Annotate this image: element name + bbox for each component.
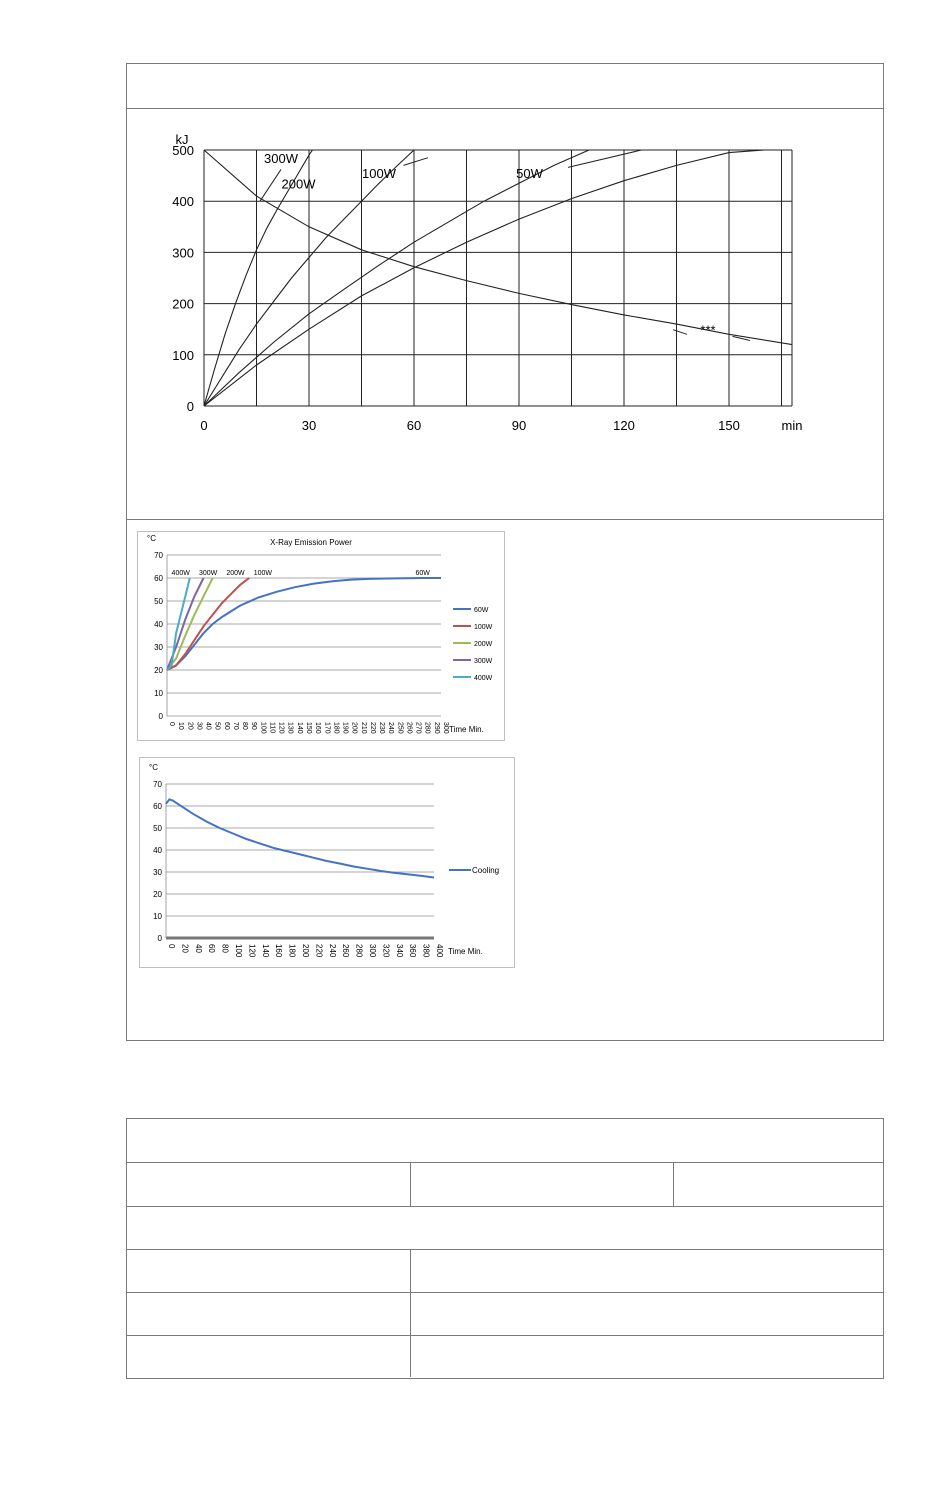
curve-label: ***: [700, 322, 716, 338]
x-tick-label: 200: [301, 944, 310, 958]
x-tick-label: 220: [314, 944, 324, 958]
x-tick-label: 180: [287, 944, 297, 958]
y-tick-label: 0: [186, 399, 194, 414]
series-line-100W: [204, 150, 589, 406]
y-tick-label: 40: [154, 620, 163, 629]
table-row: [127, 1335, 883, 1377]
x-tick-label: 60: [406, 418, 422, 433]
y-tick-label: 500: [172, 143, 194, 158]
table-row: [127, 1206, 883, 1249]
curve-label: 200W: [226, 570, 245, 577]
x-tick-label: 30: [195, 722, 203, 730]
x-tick-label: 400: [435, 944, 444, 958]
table-cell-divider: [410, 1336, 411, 1377]
x-tick-label: 340: [394, 944, 404, 958]
x-tick-label: 160: [274, 944, 284, 958]
legend-label-Cooling: Cooling: [472, 866, 500, 875]
curve-label: 300W: [198, 570, 218, 577]
y-tick-label: 20: [154, 666, 163, 675]
label-leader-line: [404, 158, 429, 166]
curve-label: 100W: [362, 166, 396, 182]
x-tick-label: 90: [250, 722, 258, 730]
legend-label-400W: 400W: [474, 675, 493, 682]
x-axis-label: min: [781, 418, 803, 433]
y-tick-label: 100: [172, 347, 194, 363]
x-tick-label: 260: [405, 722, 413, 734]
x-tick-label: 120: [277, 722, 285, 734]
heat-storage-chart: [160, 130, 820, 440]
cooling-chart: [139, 757, 515, 968]
x-tick-label: 100: [234, 944, 243, 958]
x-tick-label: 60: [222, 722, 230, 730]
x-tick-label: 360: [408, 944, 418, 958]
x-tick-label: 40: [193, 944, 203, 953]
x-tick-label: 140: [295, 722, 303, 734]
x-tick-label: 150: [305, 722, 312, 734]
y-axis-label: °C: [147, 534, 156, 543]
x-tick-label: 160: [314, 722, 322, 734]
x-tick-label: 240: [327, 944, 337, 958]
x-tick-label: 130: [286, 722, 294, 734]
x-tick-label: 200: [350, 722, 358, 734]
y-axis-label: kJ: [175, 132, 189, 147]
x-tick-label: 210: [359, 722, 367, 734]
x-tick-label: 70: [231, 722, 239, 730]
header-divider: [127, 108, 883, 109]
x-axis-label: Time Min.: [449, 725, 484, 734]
x-tick-label: 260: [341, 944, 351, 958]
x-tick-label: 290: [432, 722, 440, 734]
y-tick-label: 40: [153, 846, 162, 855]
x-tick-label: 100: [259, 722, 267, 734]
y-tick-label: 50: [154, 597, 163, 606]
table-cell-divider: [673, 1163, 674, 1206]
legend-label-100W: 100W: [474, 624, 493, 631]
curve-label: 200W: [281, 176, 316, 192]
x-tick-label: 250: [396, 722, 404, 734]
x-tick-label: 10: [177, 722, 185, 730]
chart-title: X-Ray Emission Power: [270, 538, 352, 547]
curve-label: 60W: [415, 570, 430, 577]
x-tick-label: 80: [241, 722, 249, 730]
x-tick-label: 110: [268, 722, 276, 734]
x-tick-label: 90: [511, 418, 527, 433]
x-tick-label: 120: [613, 418, 635, 433]
x-tick-label: 0: [167, 944, 176, 949]
table-row: [127, 1249, 883, 1292]
y-tick-label: 30: [153, 868, 162, 877]
label-leader-line: [673, 330, 687, 335]
curve-label: 50W: [516, 166, 543, 182]
x-tick-label: 30: [301, 418, 317, 433]
curve-label: 300W: [264, 150, 298, 166]
table-cell-divider: [410, 1163, 411, 1206]
x-tick-label: 50: [213, 722, 221, 730]
y-tick-label: 50: [153, 824, 162, 833]
x-tick-label: 220: [368, 722, 376, 734]
x-tick-label: 280: [423, 722, 431, 734]
x-tick-label: 300: [368, 944, 377, 958]
x-axis-label: Time Min.: [448, 947, 483, 956]
x-tick-label: 320: [381, 944, 391, 958]
x-tick-label: 0: [200, 418, 208, 433]
x-tick-label: 0: [168, 722, 175, 726]
x-tick-label: 240: [387, 722, 395, 734]
x-tick-label: 20: [180, 944, 190, 953]
x-tick-label: 120: [247, 944, 257, 958]
section-divider: [127, 519, 883, 520]
y-tick-label: 0: [158, 712, 163, 721]
y-tick-label: 30: [154, 643, 163, 652]
x-tick-label: 150: [718, 418, 740, 433]
y-tick-label: 200: [172, 296, 194, 312]
y-tick-label: 70: [154, 551, 163, 560]
curve-label: 100W: [253, 570, 273, 577]
y-tick-label: 60: [153, 802, 162, 811]
y-tick-label: 300: [172, 245, 194, 261]
legend-label-300W: 300W: [474, 658, 493, 665]
x-tick-label: 180: [332, 722, 340, 734]
table-cell-divider: [410, 1250, 411, 1292]
x-tick-label: 190: [341, 722, 349, 734]
table-row: [127, 1292, 883, 1335]
label-leader-line: [568, 150, 642, 167]
y-tick-label: 70: [153, 780, 162, 789]
x-tick-label: 40: [204, 722, 212, 730]
table-row: [127, 1162, 883, 1206]
spec-table: [126, 1118, 884, 1379]
x-tick-label: 140: [260, 944, 270, 958]
x-tick-label: 300: [442, 722, 449, 734]
y-tick-label: 60: [154, 574, 163, 583]
series-line-Cooling: [166, 799, 434, 877]
x-tick-label: 170: [323, 722, 331, 734]
curve-label: 400W: [171, 570, 190, 577]
x-tick-label: 80: [220, 944, 230, 953]
legend-label-200W: 200W: [474, 641, 493, 648]
table-cell-divider: [410, 1293, 411, 1335]
x-tick-label: 60: [207, 944, 217, 953]
x-tick-label: 280: [354, 944, 364, 958]
y-tick-label: 20: [153, 890, 162, 899]
emission-power-chart: [137, 531, 505, 741]
x-tick-label: 20: [186, 722, 194, 730]
y-tick-label: 400: [172, 194, 194, 210]
y-tick-label: 10: [153, 912, 162, 921]
y-axis-label: °C: [149, 763, 158, 772]
x-tick-label: 380: [421, 944, 431, 958]
label-leader-line: [260, 169, 281, 201]
x-tick-label: 230: [378, 722, 386, 734]
x-tick-label: 270: [414, 722, 422, 734]
legend-label-60W: 60W: [474, 607, 489, 614]
y-tick-label: 0: [157, 934, 162, 943]
y-tick-label: 10: [154, 689, 163, 698]
